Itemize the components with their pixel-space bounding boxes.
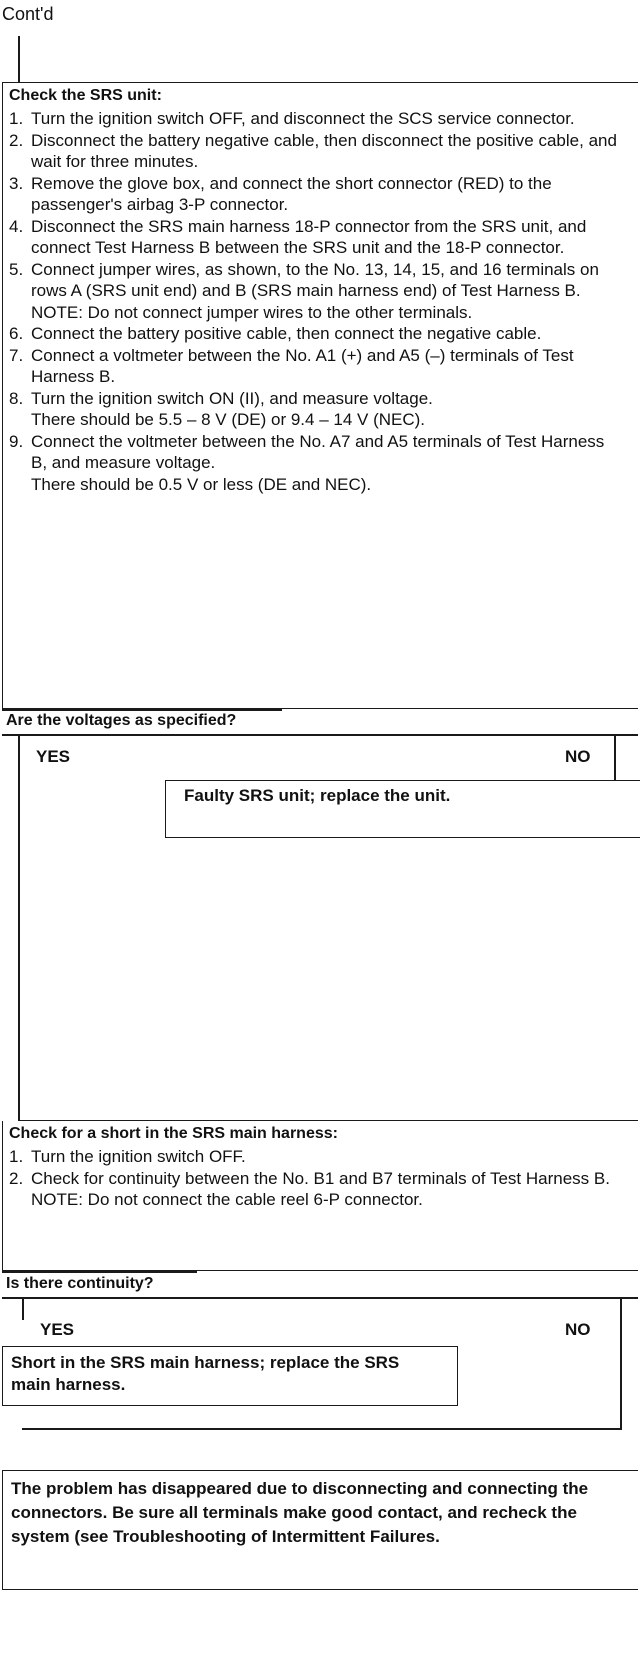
step-number: 1. bbox=[9, 1147, 24, 1166]
check-srs-unit-box bbox=[2, 82, 638, 709]
step-item bbox=[9, 130, 617, 173]
step-item bbox=[9, 1146, 617, 1168]
step-number: 4. bbox=[9, 216, 24, 236]
check-short-box bbox=[2, 1121, 638, 1271]
no-label: NO bbox=[565, 747, 591, 766]
step-item bbox=[9, 259, 617, 324]
step-number: 7. bbox=[9, 345, 24, 365]
box2-title: Check for a short in the SRS main harness: bbox=[9, 1125, 338, 1142]
step-text: Disconnect the battery negative cable, then disconnect the positive cable, and wait for three minutes. bbox=[31, 130, 617, 171]
yes2-label: YES bbox=[40, 1320, 75, 1339]
step-text: Connect the voltmeter between the No. A7 and A5 terminals of Test Harness B, and measure voltage. bbox=[31, 431, 605, 472]
short-result-text: Short in the SRS main harness; replace the SRS main harness. bbox=[11, 1353, 400, 1394]
step-text: Disconnect the SRS main harness 18-P connector from the SRS unit, and connect Test Harness B between the SRS unit and the 18-P connector. bbox=[31, 216, 587, 257]
step-note: NOTE: Do not connect the cable reel 6-P connector. bbox=[31, 1190, 423, 1209]
question2-underline bbox=[2, 1297, 638, 1299]
step-number: 2. bbox=[9, 130, 24, 150]
steps2-list bbox=[9, 1146, 617, 1211]
step-item bbox=[9, 108, 617, 130]
step-item bbox=[9, 323, 617, 345]
final-box bbox=[2, 1470, 638, 1590]
question2-divider bbox=[2, 1271, 197, 1273]
step-text: Connect jumper wires, as shown, to the No. 13, 14, 15, and 16 terminals on rows A (SRS unit end) and B (SRS main harness end) of Test Harness B. bbox=[31, 259, 599, 300]
faulty-unit-result-box bbox=[165, 780, 640, 838]
question2-text: Is there continuity? bbox=[6, 1275, 154, 1292]
step-item bbox=[9, 388, 617, 431]
step-number: 3. bbox=[9, 173, 24, 193]
step-text: Turn the ignition switch ON (II), and measure voltage. bbox=[31, 388, 433, 408]
step-text: Connect the battery positive cable, then connect the negative cable. bbox=[31, 324, 542, 343]
connector-line bbox=[18, 36, 20, 82]
short-result-box bbox=[2, 1346, 458, 1406]
box-title: Check the SRS unit: bbox=[9, 87, 162, 104]
step-text: Turn the ignition switch OFF, and disconnect the SCS service connector. bbox=[31, 109, 575, 128]
step-number: 1. bbox=[9, 109, 24, 128]
step-text: Check for continuity between the No. B1 and B7 terminals of Test Harness B. bbox=[31, 1168, 610, 1188]
step-item bbox=[9, 216, 617, 259]
step-note: There should be 5.5 – 8 V (DE) or 9.4 – 14 V (NEC). bbox=[31, 410, 426, 429]
yes2-branch-line bbox=[22, 1298, 24, 1320]
question-underline bbox=[2, 734, 638, 736]
no-branch-line bbox=[614, 735, 616, 780]
step-text: Turn the ignition switch OFF. bbox=[31, 1147, 246, 1166]
question-divider bbox=[2, 709, 282, 711]
no2-branch-bottom bbox=[22, 1428, 622, 1430]
no2-label: NO bbox=[565, 1320, 591, 1339]
step-note: There should be 0.5 V or less (DE and NEC). bbox=[31, 474, 372, 494]
step-item bbox=[9, 345, 617, 388]
step-item bbox=[9, 173, 617, 216]
yes-branch-line bbox=[18, 735, 20, 1121]
yes-label: YES bbox=[36, 747, 71, 766]
step-text: Remove the glove box, and connect the short connector (RED) to the passenger's airbag 3-P connector. bbox=[31, 173, 552, 214]
step-note: NOTE: Do not connect jumper wires to the other terminals. bbox=[31, 302, 473, 322]
steps-list bbox=[9, 108, 617, 495]
step-number: 5. bbox=[9, 259, 24, 279]
final-text: The problem has disappeared due to disconnecting and connecting the connectors. Be sure all terminals make good contact, and recheck the system (see Troubleshooting of Intermittent Failures. bbox=[11, 1479, 589, 1546]
no2-branch-line bbox=[620, 1298, 622, 1428]
step-item bbox=[9, 431, 617, 496]
step-text: Connect a voltmeter between the No. A1 (+) and A5 (–) terminals of Test Harness B. bbox=[31, 345, 574, 386]
question-text: Are the voltages as specified? bbox=[6, 712, 237, 729]
faulty-unit-text: Faulty SRS unit; replace the unit. bbox=[184, 786, 451, 805]
step-number: 6. bbox=[9, 324, 24, 343]
step-number: 2. bbox=[9, 1168, 24, 1188]
step-item bbox=[9, 1168, 617, 1211]
step-number: 9. bbox=[9, 431, 24, 451]
contd-label: Cont'd bbox=[2, 4, 54, 24]
step-number: 8. bbox=[9, 388, 24, 408]
